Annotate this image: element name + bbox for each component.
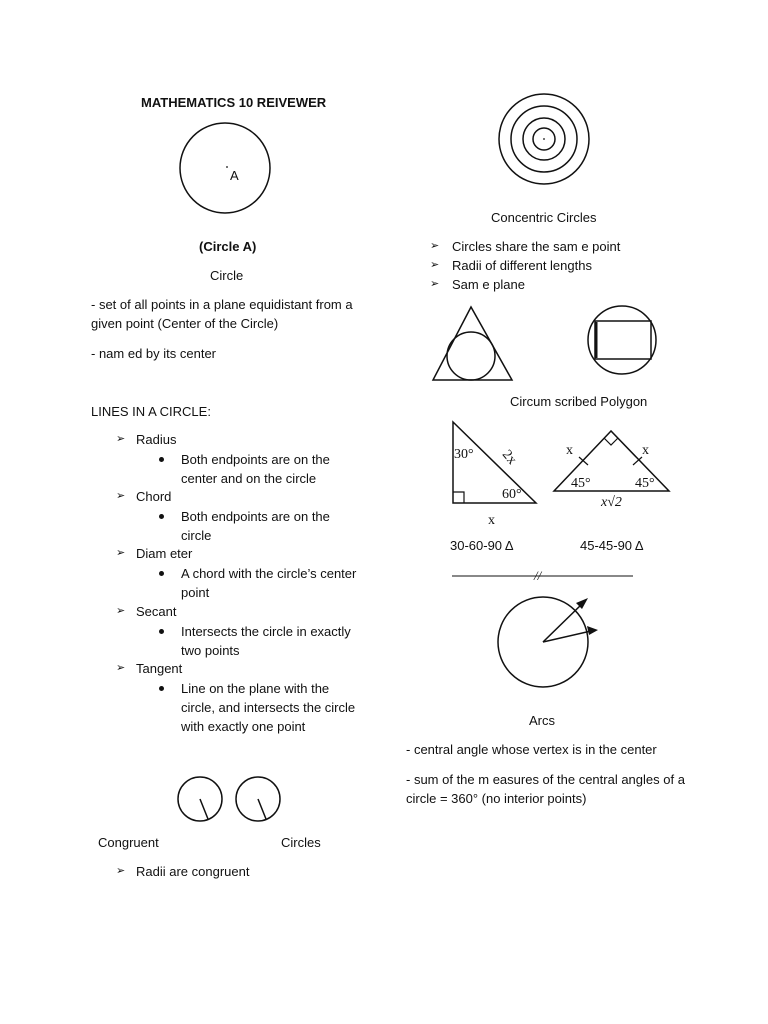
arcs-caption: Arcs	[529, 713, 555, 728]
arcs-definition-2: - sum of the m easures of the central angles of a circle = 360° (no interior points)	[406, 772, 685, 806]
concentric-circles-diagram	[498, 93, 592, 187]
line-item-secant: Secant	[136, 604, 177, 619]
concentric-bullet-1: Circles share the sam e point	[452, 239, 621, 254]
concentric-caption: Concentric Circles	[491, 210, 597, 225]
triangle-45-45-90-caption: 45-45-90 Δ	[580, 538, 644, 553]
line-item-secant-detail: Intersects the circle in exactly two points	[181, 624, 351, 658]
leg-right-x-label: x	[642, 443, 649, 458]
rectangle-in-circle-diagram	[587, 305, 659, 377]
hypotenuse-2x-label: 2x	[498, 447, 520, 468]
line-item-diameter: Diam eter	[136, 546, 193, 561]
bullet-icon	[159, 514, 164, 519]
concentric-bullet-3: Sam e plane	[452, 277, 525, 292]
arrow-bullet-icon: ➢	[116, 865, 126, 877]
arcs-central-angle-diagram	[497, 591, 603, 691]
congruent-circles-diagram	[176, 774, 286, 824]
lines-heading: LINES IN A CIRCLE:	[91, 404, 211, 419]
circumscribed-caption: Circum scribed Polygon	[510, 394, 648, 409]
line-item-chord: Chord	[136, 489, 172, 504]
arrow-bullet-icon: ➢	[116, 490, 126, 502]
triangle-with-inscribed-circle-diagram	[430, 305, 516, 383]
line-item-tangent-detail: Line on the plane with the circle, and intersects the circle with exactly one point	[181, 681, 356, 734]
hypotenuse-x-root2-label: x√2	[601, 495, 622, 510]
arrow-bullet-icon: ➢	[116, 662, 126, 674]
line-item-radius-detail: Both endpoints are on the center and on the circle	[181, 452, 330, 486]
congruence-tick-marks: //	[534, 568, 542, 583]
bullet-icon	[159, 629, 164, 634]
arrow-bullet-icon: ➢	[116, 547, 126, 559]
congruent-bullet: Radii are congruent	[136, 864, 250, 879]
arrow-bullet-icon: ➢	[430, 240, 440, 252]
congruent-circles-label: Circles	[281, 835, 321, 850]
circle-a-caption: (Circle A)	[199, 239, 257, 254]
circle-definition: - set of all points in a plane equidistant from a given point (Center of the Circle)	[91, 297, 353, 331]
bullet-icon	[159, 571, 164, 576]
angle-60-label: 60°	[502, 487, 522, 502]
leg-left-x-label: x	[566, 443, 573, 458]
circle-a-diagram	[178, 121, 274, 217]
arrow-bullet-icon: ➢	[116, 433, 126, 445]
line-item-chord-detail: Both endpoints are on the circle	[181, 509, 330, 543]
congruent-label: Congruent	[98, 835, 159, 850]
concentric-bullet-2: Radii of different lengths	[452, 258, 592, 273]
circle-naming-note: - nam ed by its center	[91, 346, 216, 361]
base-x-label: x	[488, 513, 495, 528]
line-item-radius: Radius	[136, 432, 177, 447]
section-divider	[452, 569, 634, 583]
arrow-bullet-icon: ➢	[430, 278, 440, 290]
bullet-icon	[159, 457, 164, 462]
angle-30-label: 30°	[454, 447, 474, 462]
line-item-tangent: Tangent	[136, 661, 183, 676]
circle-a-point-label: A	[230, 168, 239, 183]
arcs-definition-1: - central angle whose vertex is in the center	[406, 742, 657, 757]
arrow-bullet-icon: ➢	[116, 605, 126, 617]
line-item-diameter-detail: A chord with the circle’s center point	[181, 566, 357, 600]
page-title: MATHEMATICS 10 REIVEWER	[141, 95, 327, 110]
angle-45-left-label: 45°	[571, 476, 591, 491]
arrow-bullet-icon: ➢	[430, 259, 440, 271]
circle-heading: Circle	[210, 268, 244, 283]
triangle-30-60-90-diagram	[450, 420, 540, 508]
bullet-icon	[159, 686, 164, 691]
triangle-30-60-90-caption: 30-60-90 Δ	[450, 538, 514, 553]
angle-45-right-label: 45°	[635, 476, 655, 491]
